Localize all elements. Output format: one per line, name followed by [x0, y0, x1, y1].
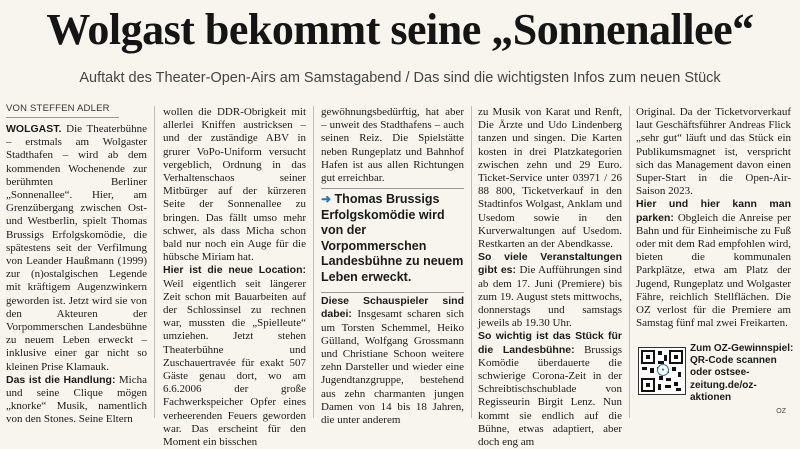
qr-finder [669, 350, 683, 364]
promo-text: Zum OZ-Gewinnspiel: QR-Code scannen oder ostsee-zeitung.de/oz-aktionen [690, 343, 794, 403]
paragraph-text: Micha und seine Clique mögen „knorke“ Musik, namentlich von den Stones. Seine Eltern [6, 373, 148, 426]
qr-finder [641, 378, 655, 392]
qr-module [672, 367, 676, 371]
paragraph-text: Obgleich die Anreise per Bahn und für Einheimische zu Fuß oder mit dem Rad empfohlen wird, bieten die kommunalen Parkplätze, etwa am Platz der Jugend, Rungeplatz und Wolgaster Fähre, reichlich Stellflächen. Die OZ verlost für die Premiere am Samstag fünf mal zwei Freikarten. [636, 211, 792, 330]
qr-finder [641, 350, 655, 364]
qr-module [666, 378, 671, 381]
subheading: Hier ist die neue Location: [163, 264, 306, 277]
paragraph [163, 106, 306, 264]
arrow-right-icon: ➜ [321, 192, 332, 206]
paragraph-text: zu Musik von Karat und Renft, Die Ärzte und Udo Lindenberg tanzen und singen. Die Karten kosten in drei Platzkategorien zwischen zehn und 29 Euro. Ticket-Service unter 03971 / 26 88 800, Ticketverkauf in den Stadtinfos Wolgast, Anklam und Usedom sowie in den Kurverwaltungen auf Usedom. Restkarten an der Abendkasse. [478, 106, 622, 251]
subheading: So wichtig ist das Stück für die Landesbühne: [478, 330, 622, 356]
byline: VON STEFFEN ADLER [6, 103, 119, 118]
qr-code[interactable] [638, 347, 686, 395]
column-divider [154, 106, 155, 418]
subheading: Das ist die Handlung: [6, 373, 116, 386]
pull-quote [321, 188, 464, 293]
oz-logo-icon: ● [657, 364, 669, 376]
qr-module [658, 384, 661, 390]
qr-module [650, 368, 654, 373]
subheading: So viele Veranstaltungen gibt es: [478, 251, 622, 277]
paragraph [636, 198, 791, 330]
subheadline: Auftakt des Theater-Open-Airs am Samstagabend / Das sind die wichtigsten Infos zum neuen Stück [79, 70, 721, 86]
article-column-2 [163, 106, 306, 449]
paragraph [6, 123, 147, 374]
paragraph [478, 106, 622, 251]
paragraph-text: Original. Da der Ticketvorverkauf laut Geschäftsführer Andreas Flick „sehr gut“ läuft und das Stück ein Publikumsmagnet ist, verspricht sich das Management davon einen Super-Start in die Open-Air-Saison 2023. [636, 106, 791, 198]
qr-module [676, 388, 681, 391]
paragraph-text: Die Aufführungen sind ab dem 17. Juni (Premiere) bis zum 19. August stets mittwochs, donnerstags und samstags jeweils ab 19.30 Uhr. [478, 264, 623, 330]
subheading: Diese Schauspieler sind dabei: [321, 295, 464, 321]
paragraph [163, 264, 306, 449]
column-divider [471, 106, 472, 418]
paragraph-text: Die Theaterbühne – erstmals am Wolgaster Stadthafen – wird ab dem kommenden Wochenende zur berühmten Berliner „Sonnenallee“. Hier, am Grenzübergang zwischen Ost- und Westberlin, spielt Thomas Brussigs Erfolgskomödie, die spätestens seit der Verfilmung von Leander Haußmann (1999) zur (n)ostalgischen Legende mit kräftigem Augenzwinkern geworden ist. Jetzt wird sie von den Akteuren der Vorpommerschen Landesbühne zu neuem Leben erweckt –inklusive einer gar nicht so kleinen Prise Klamauk. [6, 123, 148, 373]
paragraph-text: Insgesamt scharen sich um Torsten Schemmel, Heiko Gülland, Wolfgang Grossmann und Christiane Schoon weitere zehn Darsteller und wieder eine Jugendtanzgruppe, bestehend aus zehn charmanten jungen Damen von 14 bis 18 Jahren, die unter anderem [321, 308, 464, 427]
qr-module [642, 367, 647, 370]
qr-module [658, 351, 662, 355]
paragraph [321, 295, 464, 427]
promo-box [636, 343, 794, 417]
subheading: Hier und hier kann man parken: [636, 198, 791, 224]
paragraph [636, 106, 791, 198]
qr-module [678, 372, 681, 377]
qr-module [665, 385, 671, 388]
paragraph-text: Brussigs Komödie überdauerte die schwierige Corona-Zeit in der Schreibtischschublade von Regisseurin Birgit Lenz. Nun kommt sie endlich auf die Bühne, etwas adaptiert, aber doch eng am [478, 343, 622, 449]
headline: Wolgast bekommt seine „Sonnenallee“ [46, 5, 754, 54]
paragraph [6, 374, 147, 427]
article-column-4 [478, 106, 623, 449]
paragraph [321, 106, 464, 185]
qr-module [659, 376, 663, 380]
paragraph-text: Weil eigentlich seit längerer Zeit schon mit Bauarbeiten auf der Schlossinsel zu rechnen war, mussten die „Spielleute“ umziehen. Jetzt stehen Theaterbühne und Zuschauertravée für exakt 507 Gäste genau dort, wo am 6.6.2006 der große Fachwerkspeicher Opfer eines verheerenden Feuers geworden war. Das erscheint für den Moment ein bisschen [163, 277, 306, 449]
column-divider [313, 106, 314, 418]
paragraph [478, 251, 622, 330]
paragraph-text: wollen die DDR-Obrigkeit mit allerlei Kniffen austricksen – und der zuständige ABV in grurer VoPo-Uniform versucht vergeblich, Ordnung in das Verhaltenschaos seiner Mitbürger auf der kürzeren Seite der Sonnenallee zu bringen. Das fällt umso mehr schwer, als dass Micha schon bald nur noch ein Auge für die hübsche Miriam hat. [163, 106, 306, 264]
article-column-1 [6, 123, 148, 426]
column-divider [629, 106, 630, 418]
pull-quote-text: Thomas Brussigs Erfolgskomödie wird von der Vorpommerschen Landesbühne zu neuem Leben erweckt. [321, 192, 464, 284]
qr-module [664, 355, 667, 361]
source-label: OZ [776, 408, 786, 415]
dateline: WOLGAST. [6, 123, 62, 135]
paragraph-text: gewöhnungsbedürftig, hat aber – unweit des Stadthafens – auch seinen Reiz. Die Spielstätte neben Rungeplatz und Bahnhof Hafen ist aus allen Richtungen gut erreichbar. [321, 106, 464, 185]
article-column-5 [636, 106, 791, 342]
paragraph [478, 330, 622, 449]
qr-module [674, 382, 678, 386]
